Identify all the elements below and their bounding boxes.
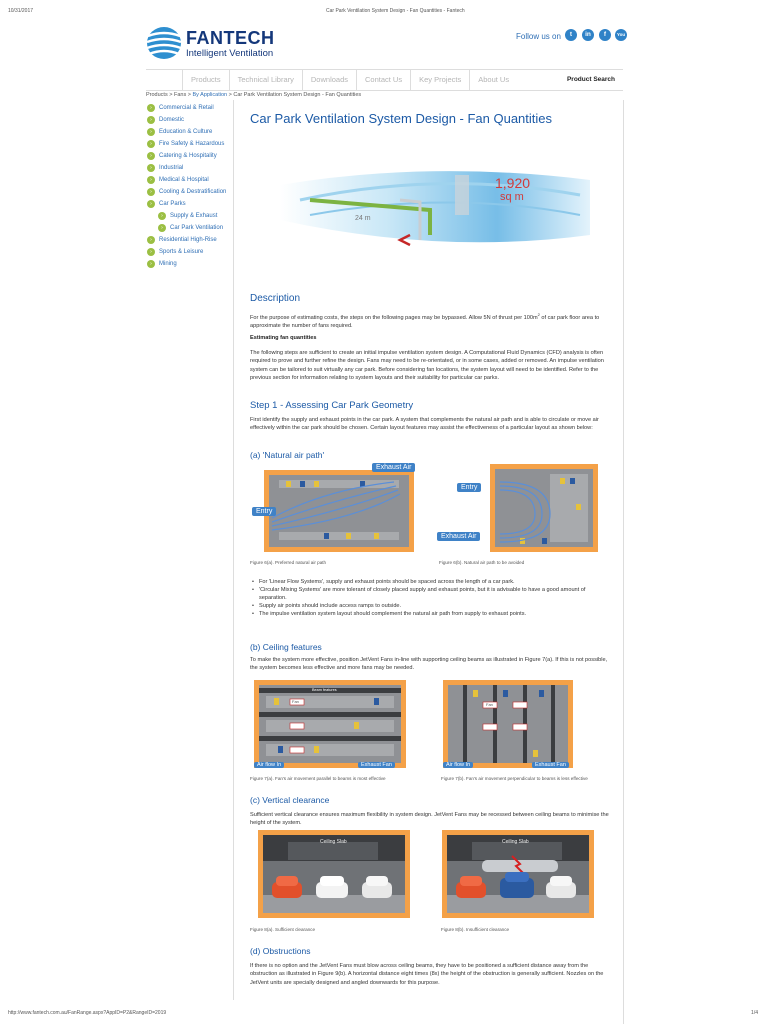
youtube-icon[interactable]: You bbox=[615, 29, 627, 41]
sidebar-item-label: Education & Culture bbox=[159, 128, 213, 135]
sidebar bbox=[146, 100, 234, 1000]
figure-8a-caption: Figure 8(a). Sufficient clearance bbox=[250, 927, 316, 932]
product-search-link[interactable]: Product Search bbox=[566, 76, 615, 83]
nav-about-us[interactable]: About Us bbox=[469, 70, 517, 90]
chevron-right-icon: › bbox=[147, 260, 155, 268]
breadcrumb-sep: > bbox=[227, 92, 234, 98]
sidebar-item-catering[interactable] bbox=[147, 150, 217, 161]
section-a-heading: (a) 'Natural air path' bbox=[250, 450, 325, 460]
sidebar-item-residential[interactable] bbox=[147, 234, 217, 245]
figure-7a-beam-label: Beam features bbox=[312, 688, 337, 692]
description-p2: The following steps are sufficient to create an initial impulse ventilation system design. A Computational Fluid Dynamics (CFD) analysis is often required to prove and further refine the design. Fans may need to be re-orientated, or in some cases, added or removed. An impulse ventilation system can be tailored to suit virtually any car park. Before considering fan locations, the system layout will need to be identified. Refer to the previous section for information relating to system layouts and their suitability for particular car parks. bbox=[250, 350, 604, 382]
follow-us-label: Follow us on bbox=[516, 32, 561, 41]
chevron-right-icon: › bbox=[147, 248, 155, 256]
figure-7b-airflow-label: Air flow In bbox=[443, 762, 473, 768]
hero-dimension: 24 m bbox=[355, 215, 371, 222]
step1-paragraph: First identify the supply and exhaust points in the car park. A system that complements the natural air path and is able to circulate or move air effectively within the car park should be chosen. Certain layout features may assist the effectiveness of a particular layout as shown below: bbox=[250, 417, 599, 432]
print-title: Car Park Ventilation System Design - Fan Quantities - Fantech bbox=[326, 8, 465, 14]
step1-heading: Step 1 - Assessing Car Park Geometry bbox=[250, 400, 414, 411]
nav-contact-us[interactable]: Contact Us bbox=[356, 70, 410, 90]
print-footer-url: http://www.fantech.com.au/FanRange.aspx?AppID=P2&RangeID=2019 bbox=[8, 1010, 167, 1016]
sidebar-item-education[interactable] bbox=[147, 126, 212, 137]
nav-technical-library[interactable]: Technical Library bbox=[229, 70, 302, 90]
breadcrumb-products[interactable]: Products bbox=[146, 92, 168, 98]
breadcrumb-current: Car Park Ventilation System Design - Fan Quantities bbox=[233, 92, 362, 98]
print-date: 10/31/2017 bbox=[8, 8, 34, 14]
sidebar-item-medical[interactable] bbox=[147, 174, 209, 185]
figure-7b-fan-label: Fan bbox=[486, 702, 493, 707]
bullet-item: • Supply air points should include access ramps to outside. bbox=[250, 602, 614, 610]
section-d-paragraph: If there is no option and the JetVent Fans must blow across ceiling beams, they have to be positioned a sufficient distance away from the obstruction as illustrated in Figure 9(b). A horizontal distance eight times (8x) the height of the obstruction is generally sufficient. Nozzles on the JetVent units are specially designed and angled downwards for this purpose. bbox=[250, 963, 604, 986]
description-heading: Description bbox=[250, 293, 301, 304]
chevron-right-icon: › bbox=[147, 140, 155, 148]
figure-7a-caption: Figure 7(a). Fan's air movement parallel to beams is most effective bbox=[250, 776, 386, 781]
sidebar-item-label: Catering & Hospitality bbox=[159, 152, 217, 159]
figure-6a-entry-label: Entry bbox=[252, 507, 276, 516]
figure-7b-caption: Figure 7(b). Fan's air movement perpendicular to beams is less effective bbox=[441, 776, 588, 781]
sidebar-item-label: Residential High-Rise bbox=[159, 236, 217, 243]
section-b-heading: (b) Ceiling features bbox=[250, 642, 322, 652]
figure-6b-caption: Figure 6(b). Natural air path to be avoided bbox=[439, 560, 525, 565]
section-c-heading: (c) Vertical clearance bbox=[250, 795, 330, 805]
sidebar-item-label: Medical & Hospital bbox=[159, 176, 209, 183]
chevron-right-icon: › bbox=[147, 104, 155, 112]
section-c-paragraph: Sufficient vertical clearance ensures maximum flexibility in system design. JetVent Fans may be recessed between ceiling beams to minimise the height of the system. bbox=[250, 812, 609, 827]
figure-8a-slab-label: Ceiling Slab bbox=[320, 839, 347, 845]
figure-7a-fan-label: Fan bbox=[292, 699, 299, 704]
description-p1-sup: 2 bbox=[537, 312, 540, 317]
logo-brand: FANTECH bbox=[186, 28, 275, 48]
figure-6b-exhaust-label: Exhaust Air bbox=[437, 532, 480, 541]
breadcrumb bbox=[146, 92, 361, 98]
figure-7a-exhaust-label: Exhaust Fan bbox=[358, 762, 395, 768]
sidebar-item-car-park-ventilation[interactable] bbox=[158, 222, 223, 233]
sidebar-item-commercial[interactable] bbox=[147, 102, 214, 113]
chevron-right-icon: › bbox=[158, 224, 166, 232]
figure-8b-caption: Figure 8(b). Insufficient clearance bbox=[441, 927, 510, 932]
sidebar-item-mining[interactable] bbox=[147, 258, 177, 269]
print-page-number: 1/4 bbox=[751, 1010, 758, 1016]
sidebar-item-label: Fire Safety & Hazardous bbox=[159, 140, 225, 147]
sidebar-item-domestic[interactable] bbox=[147, 114, 184, 125]
nav-downloads[interactable]: Downloads bbox=[302, 70, 356, 90]
figure-6a-natural-air-path bbox=[264, 470, 414, 552]
sidebar-item-label: Industrial bbox=[159, 164, 184, 171]
sidebar-item-sports[interactable] bbox=[147, 246, 203, 257]
figure-8b-slab-label: Ceiling Slab bbox=[502, 839, 529, 845]
sidebar-item-cooling[interactable] bbox=[147, 186, 226, 197]
hero-area-unit: sq m bbox=[500, 191, 524, 203]
twitter-icon[interactable]: t bbox=[565, 29, 577, 41]
chevron-right-icon: › bbox=[147, 236, 155, 244]
bullet-item: • For 'Linear Flow Systems', supply and exhaust points should be spaced across the length of a car park. bbox=[250, 578, 614, 586]
figure-7b-exhaust-label: Exhaust Fan bbox=[532, 762, 569, 768]
logo-tagline: Intelligent Ventilation bbox=[186, 48, 274, 59]
fantech-logo[interactable] bbox=[146, 24, 281, 64]
figure-7a-airflow-label: Air flow In bbox=[254, 762, 284, 768]
section-b-paragraph: To make the system more effective, position JetVent Fans in-line with supporting ceiling beams as illustrated in Figure 7(a). If this is not possible, the system becomes less effective and more fans may be needed. bbox=[250, 657, 608, 672]
main-nav bbox=[146, 69, 623, 91]
page-title: Car Park Ventilation System Design - Fan Quantities bbox=[250, 111, 553, 126]
sidebar-item-label: Cooling & Destratification bbox=[159, 188, 227, 195]
figure-6b-entry-label: Entry bbox=[457, 483, 481, 492]
chevron-right-icon: › bbox=[147, 128, 155, 136]
sidebar-item-label: Car Park Ventilation bbox=[170, 224, 224, 231]
estimating-subheading: Estimating fan quantities bbox=[250, 335, 317, 341]
description-p1-text: For the purpose of estimating costs, the steps on the following pages may be bypassed. Allow 5N of thrust per 100m bbox=[250, 314, 538, 321]
sidebar-item-label: Car Parks bbox=[159, 200, 186, 207]
figure-6a-caption: Figure 6(a). Preferred natural air path bbox=[250, 560, 327, 565]
chevron-right-icon: › bbox=[158, 212, 166, 220]
sidebar-item-label: Mining bbox=[159, 260, 177, 267]
section-d-heading: (d) Obstructions bbox=[250, 946, 311, 956]
nav-home-spacer bbox=[146, 70, 182, 90]
sidebar-item-label: Domestic bbox=[159, 116, 185, 123]
chevron-right-icon: › bbox=[147, 188, 155, 196]
sidebar-item-label: Supply & Exhaust bbox=[170, 212, 218, 219]
breadcrumb-fans[interactable]: Fans bbox=[174, 92, 187, 98]
description-p1-text-end: of car park floor area to approximate the number of fans required. bbox=[250, 314, 600, 330]
breadcrumb-sep: > bbox=[167, 92, 174, 98]
sidebar-item-fire-safety[interactable] bbox=[147, 138, 224, 149]
sidebar-item-industrial[interactable] bbox=[147, 162, 183, 173]
sidebar-item-supply-exhaust[interactable] bbox=[158, 210, 217, 221]
nav-key-projects[interactable]: Key Projects bbox=[410, 70, 469, 90]
sidebar-item-label: Commercial & Retail bbox=[159, 104, 214, 111]
chevron-right-icon: › bbox=[147, 164, 155, 172]
bullet-item: • The impulse ventilation system layout should complement the natural air path from supply to exhaust points. bbox=[250, 610, 614, 618]
chevron-right-icon: › bbox=[147, 152, 155, 160]
figure-7a-beams-parallel bbox=[254, 680, 406, 768]
chevron-right-icon: › bbox=[147, 200, 155, 208]
section-a-bullets bbox=[250, 578, 614, 618]
figure-7b-beams-perpendicular bbox=[443, 680, 573, 768]
chevron-right-icon: › bbox=[147, 176, 155, 184]
description-p1 bbox=[250, 311, 614, 331]
figure-6b-air-path-avoided bbox=[490, 464, 598, 552]
hero-area-value: 1,920 bbox=[495, 175, 531, 191]
breadcrumb-sep: > bbox=[186, 92, 193, 98]
nav-products[interactable]: Products bbox=[182, 70, 229, 90]
breadcrumb-by-application[interactable]: By Application bbox=[192, 92, 228, 98]
linkedin-icon[interactable]: in bbox=[582, 29, 594, 41]
chevron-right-icon: › bbox=[147, 116, 155, 124]
bullet-item: • 'Circular Mixing Systems' are more tolerant of closely placed supply and exhaust points, but it is advisable to have a good amount of separation. bbox=[250, 586, 614, 602]
sidebar-item-label: Sports & Leisure bbox=[159, 248, 204, 255]
fantech-globe-icon bbox=[146, 26, 182, 60]
facebook-icon[interactable]: f bbox=[599, 29, 611, 41]
figure-6a-exhaust-label: Exhaust Air bbox=[372, 463, 415, 472]
hero-airflow-illustration bbox=[280, 140, 590, 265]
sidebar-item-car-parks[interactable] bbox=[147, 198, 186, 209]
